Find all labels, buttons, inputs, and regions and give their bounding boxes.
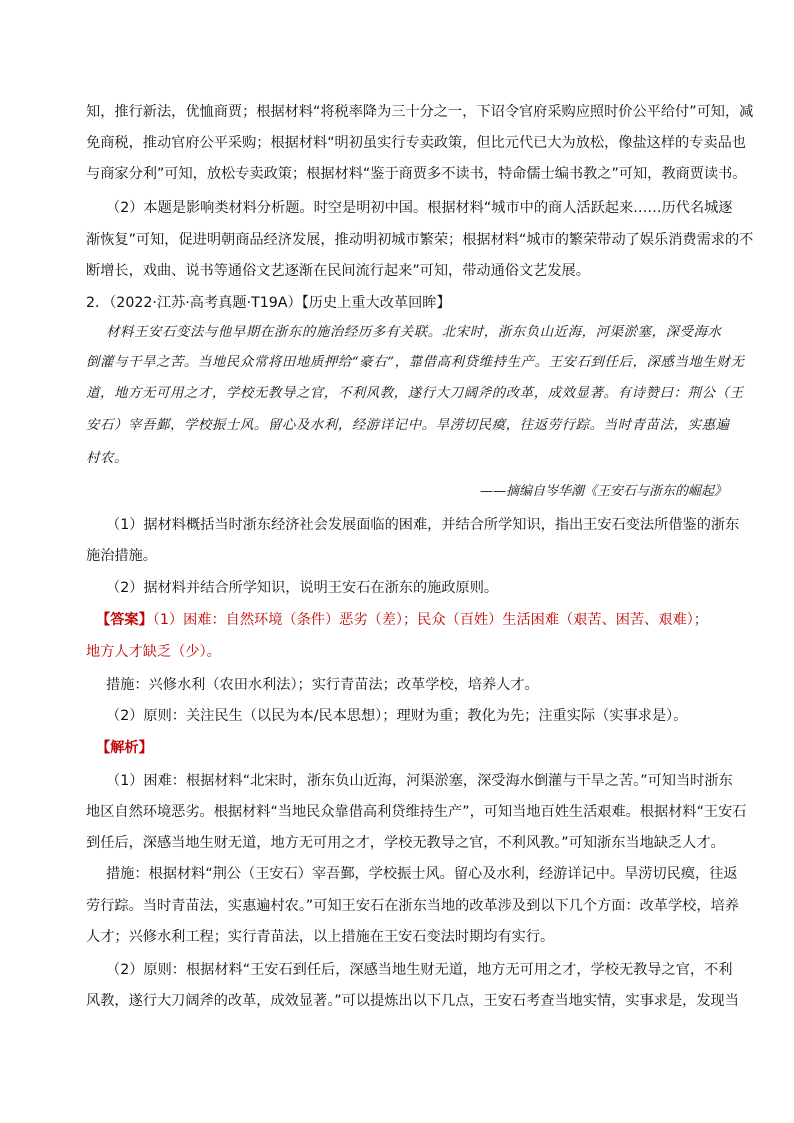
question-2: （2）据材料并结合所学知识，说明王安石在浙东的施政原则。	[106, 580, 499, 596]
answer-tag: 【答案】	[96, 612, 153, 628]
material-source: ——摘编自岑华潮《王安石与浙东的崛起》	[480, 484, 728, 499]
text-line: （2）本题是影响类材料分析题。时空是明初中国。根据材料“城市中的商人活跃起来……历代名城逐	[106, 200, 733, 216]
text-line: 渐恢复”可知，促进明朝商品经济发展，推动明初城市繁荣；根据材料“城市的繁荣带动了娱乐消费需求的不	[86, 232, 754, 248]
measures-line: 措施：兴修水利（农田水利法）；实行青苗法；改革学校，培养人才。	[106, 677, 539, 693]
answer-text: （1）困难：自然环境（条件）恶劣（差）；民众（百姓）生活困难（艰苦、困苦、艰难）；	[152, 612, 708, 628]
analysis-line: 人才；兴修水利工程；实行青苗法，以上措施在王安石变法时期均有实行。	[86, 929, 555, 945]
analysis-line: 地区自然环境恶劣。根据材料“当地民众靠借高利贷维持生产”，可知当地百姓生活艰难。根据材料“王安石	[86, 804, 747, 820]
analysis-line: 劳行踪。当时青苗法，实惠遍村农。”可知王安石在浙东当地的改革涉及到以下几个方面：改革学校，培养	[86, 898, 739, 914]
analysis-line: 措施：根据材料“荆公（王安石）宰吾鄞，学校振士风。留心及水利，经游详记中。旱涝切民瘼，往返	[106, 866, 738, 882]
question-heading: 2．（2022·江苏·高考真题·T19A）【历史上重大改革回眸】	[86, 295, 451, 311]
analysis-tag: 【解析】	[96, 740, 153, 756]
analysis-line: 风教，遂行大刀阔斧的改革，成效显著。”可以提炼出以下几点，王安石考查当地实情，实事求是，发现当	[86, 993, 739, 1009]
question-1-cont: 施治措施。	[86, 548, 157, 564]
material-line: 村农。	[86, 451, 128, 466]
text-line: 免商税，推动官府公平采购；根据材料“明初虽实行专卖政策，但比元代已大为放松，像盐这样的专卖品也	[86, 135, 746, 151]
material-line: 材料王安石变法与他早期在浙东的施治经历多有关联。北宋时，浙东负山近海，河渠淤塞，深受海水	[106, 325, 722, 340]
analysis-line: （2）原则：根据材料“王安石到任后，深感当地生财无道，地方无可用之才，学校无教导之官，不利	[106, 962, 733, 978]
analysis-line: （1）困难：根据材料“北宋时，浙东负山近海，河渠淤塞，深受海水倒灌与干旱之苦。”可知当时浙东	[106, 773, 733, 789]
material-line: 安石）宰吾鄞，学校振士风。留心及水利，经游详记中。旱涝切民瘼，往返劳行踪。当时青苗法，实惠遍	[86, 418, 730, 433]
principle-line: （2）原则：关注民生（以民为本/民本思想）；理财为重；教化为先；注重实际（实事求是）。	[106, 708, 688, 724]
question-1: （1）据材料概括当时浙东经济社会发展面临的困难，并结合所学知识，指出王安石变法所借鉴的浙东	[106, 517, 740, 533]
analysis-line: 到任后，深感当地生财无道，地方无可用之才，学校无教导之官，不利风教。”可知浙东当地缺乏人才。	[86, 835, 725, 851]
text-line: 知，推行新法，优恤商贾；根据材料“将税率降为三十分之一，下诏令官府采购应照时价公平给付”可知，减	[86, 104, 754, 120]
answer-line	[96, 610, 746, 630]
material-line: 道，地方无可用之才，学校无教导之官，不利风教，遂行大刀阔斧的改革，成效显著。有诗赞曰：荆公（王	[86, 386, 744, 401]
text-line: 断增长，戏曲、说书等通俗文艺逐渐在民间流行起来”可知，带动通俗文艺发展。	[86, 263, 590, 279]
material-line: 倒灌与干旱之苦。当地民众常将田地质押给“豪右”，靠借高利贷维持生产。王安石到任后，深感当地生财无	[86, 355, 745, 370]
text-line: 与商家分利”可知，放松专卖政策；根据材料“鉴于商贾多不读书，特命儒士编书教之”可知，教商贾读书。	[86, 166, 747, 182]
answer-cont: 地方人才缺乏（少）。	[86, 644, 221, 660]
